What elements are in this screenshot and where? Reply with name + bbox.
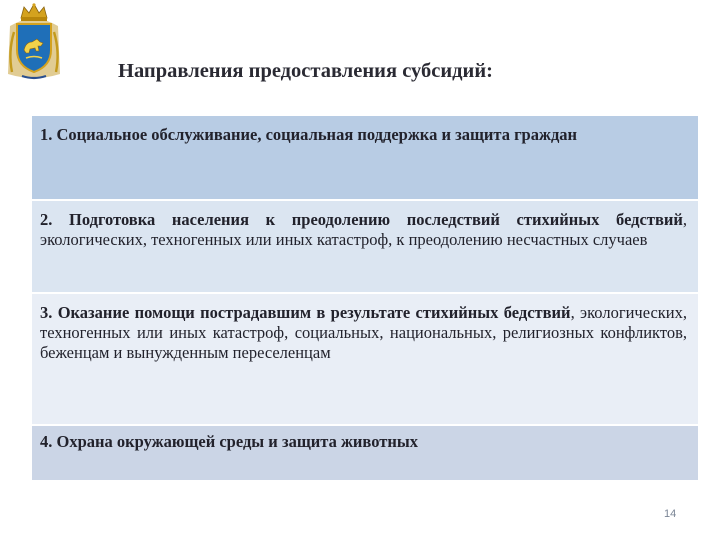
list-item-bold-text: 2. Подготовка населения к преодолению последствий стихийных бедствий xyxy=(40,210,683,229)
list-item xyxy=(32,116,698,201)
coat-of-arms-icon xyxy=(4,2,64,80)
list-item-text: , экологических, техногенных или иных катастроф, социальных, национальных, религиозных конфликтов, беженцам и вынужденным переселенцам xyxy=(40,303,687,362)
list-item-bold-text: 3. Оказание помощи пострадавшим в результате стихийных бедствий xyxy=(40,303,571,322)
page-number: 14 xyxy=(664,508,677,520)
page-title: Направления предоставления субсидий: xyxy=(118,60,493,82)
list-item-text: , экологических, техногенных или иных катастроф, к преодолению несчастных случаев xyxy=(40,210,687,249)
list-item-bold-text: 4. Охрана окружающей среды и защита животных xyxy=(40,432,418,451)
list-item-bold-text: 1. Социальное обслуживание, социальная поддержка и защита граждан xyxy=(40,125,578,144)
list-item xyxy=(32,201,698,294)
list-item xyxy=(32,426,698,482)
subsidy-directions-list xyxy=(32,116,698,482)
list-item xyxy=(32,294,698,426)
